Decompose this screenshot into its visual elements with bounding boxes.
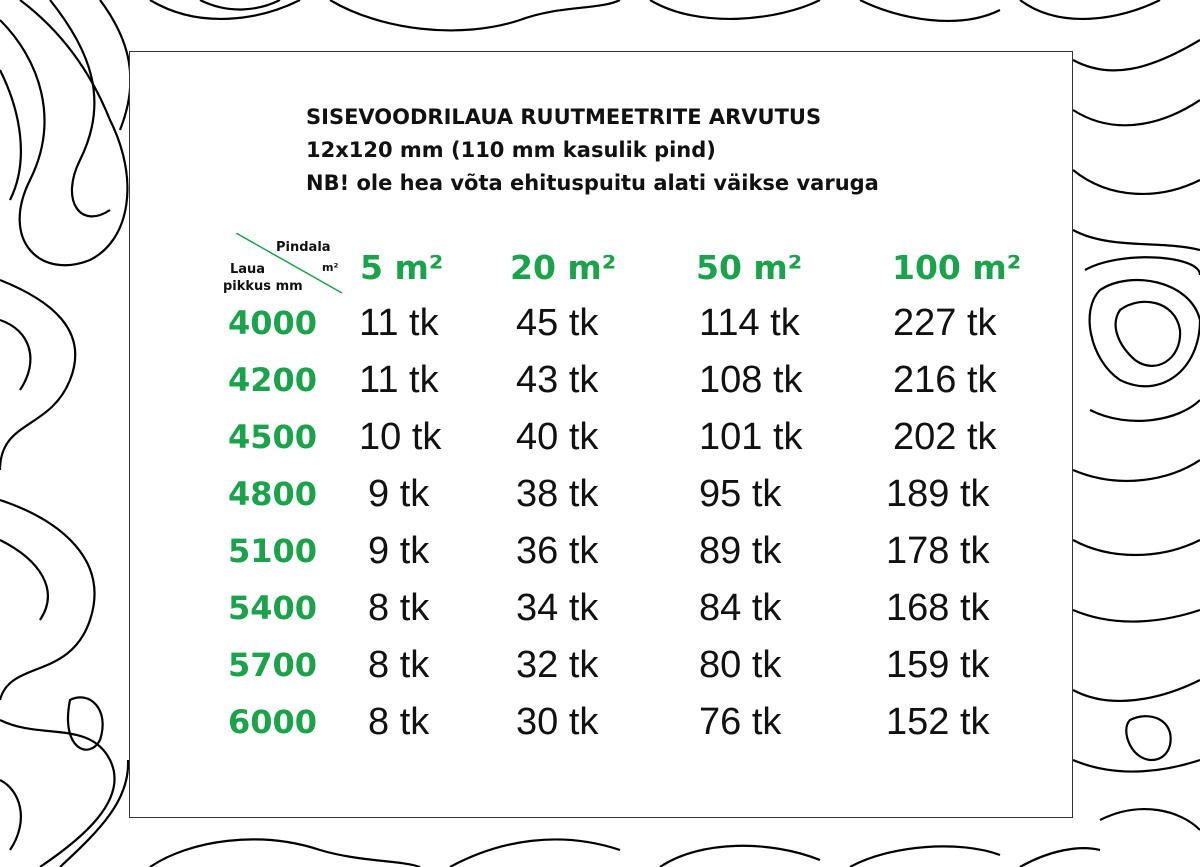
row-length-label: 4000 xyxy=(228,304,318,342)
corner-area-unit: m² xyxy=(322,261,339,274)
table-cell: 8 tk xyxy=(368,644,430,686)
column-header: 5 m² xyxy=(360,248,444,287)
table-cell: 152 tk xyxy=(886,701,990,743)
table-cell: 76 tk xyxy=(699,701,782,743)
row-length-label: 4500 xyxy=(228,418,318,456)
table-cell: 9 tk xyxy=(368,473,430,515)
table-cell: 8 tk xyxy=(368,701,430,743)
table-cell: 178 tk xyxy=(886,530,990,572)
table-cell: 189 tk xyxy=(886,473,990,515)
title-line-1: SISEVOODRILAUA RUUTMEETRITE ARVUTUS xyxy=(306,105,822,129)
corner-length-label-2: pikkus mm xyxy=(223,279,303,294)
table-cell: 8 tk xyxy=(368,587,430,629)
table-cell: 45 tk xyxy=(516,302,599,344)
table-cell: 101 tk xyxy=(699,416,803,458)
table-cell: 168 tk xyxy=(886,587,990,629)
table-cell: 11 tk xyxy=(359,359,439,401)
column-header: 100 m² xyxy=(892,248,1022,287)
table-corner-header xyxy=(223,233,346,295)
table-cell: 108 tk xyxy=(699,359,803,401)
row-length-label: 4800 xyxy=(228,475,318,513)
table-cell: 30 tk xyxy=(516,701,599,743)
table-cell: 227 tk xyxy=(893,302,997,344)
table-cell: 216 tk xyxy=(893,359,997,401)
row-length-label: 4200 xyxy=(228,361,318,399)
row-length-label: 5400 xyxy=(228,589,318,627)
column-header: 50 m² xyxy=(696,248,803,287)
title-line-3: NB! ole hea võta ehituspuitu alati väikse varuga xyxy=(306,171,879,195)
table-cell: 84 tk xyxy=(699,587,782,629)
table-cell: 9 tk xyxy=(368,530,430,572)
calculation-card xyxy=(129,51,1073,818)
corner-area-label: Pindala xyxy=(276,240,331,255)
table-cell: 95 tk xyxy=(699,473,782,515)
corner-length-label-1: Laua xyxy=(230,262,266,277)
table-cell: 36 tk xyxy=(516,530,599,572)
table-cell: 89 tk xyxy=(699,530,782,572)
table-cell: 114 tk xyxy=(699,302,800,344)
table-cell: 202 tk xyxy=(893,416,997,458)
table-cell: 32 tk xyxy=(516,644,599,686)
table-cell: 34 tk xyxy=(516,587,599,629)
row-length-label: 5700 xyxy=(228,646,318,684)
title-line-2: 12x120 mm (110 mm kasulik pind) xyxy=(306,138,716,162)
table-cell: 38 tk xyxy=(516,473,599,515)
column-header: 20 m² xyxy=(510,248,617,287)
table-cell: 40 tk xyxy=(516,416,599,458)
row-length-label: 6000 xyxy=(228,703,318,741)
table-cell: 80 tk xyxy=(699,644,782,686)
table-cell: 10 tk xyxy=(359,416,442,458)
row-length-label: 5100 xyxy=(228,532,318,570)
table-cell: 43 tk xyxy=(516,359,599,401)
table-cell: 11 tk xyxy=(359,302,439,344)
table-cell: 159 tk xyxy=(886,644,990,686)
